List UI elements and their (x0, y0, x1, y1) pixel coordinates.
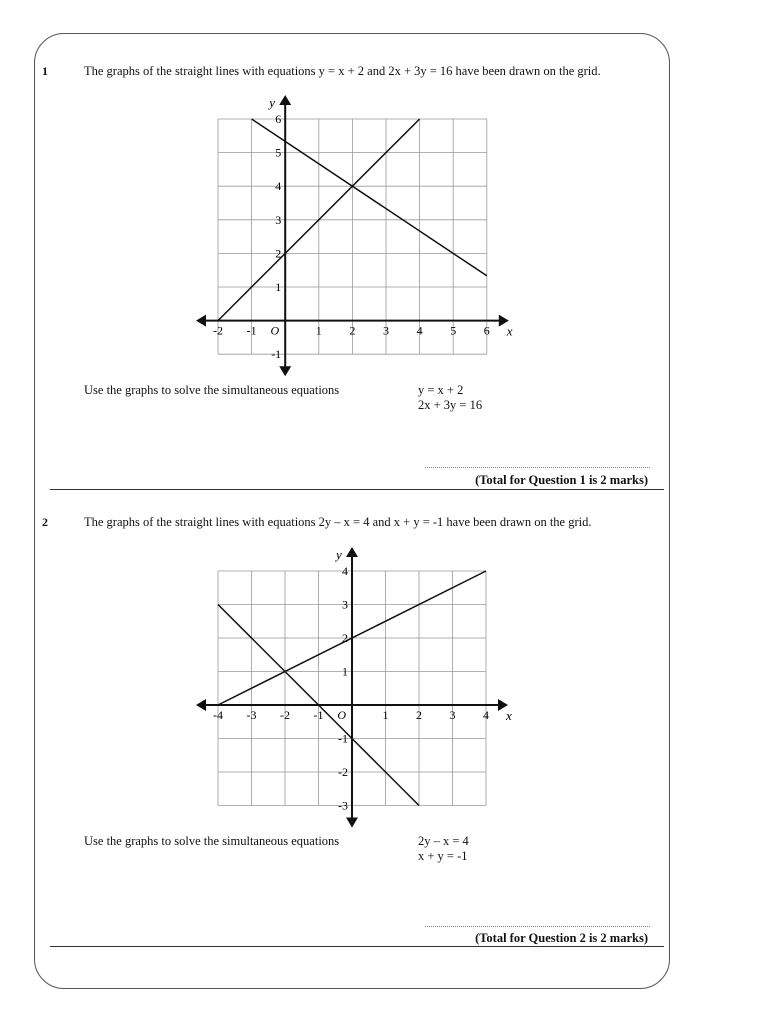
y-axis-arrow-down (279, 366, 291, 376)
question-2-equation-2: x + y = -1 (418, 849, 468, 863)
y-tick-label: 4 (342, 564, 348, 578)
answer-line-2 (425, 926, 650, 927)
y-tick-label: 3 (275, 212, 282, 227)
x-axis-label: x (506, 708, 512, 723)
y-tick-label: -1 (338, 731, 348, 746)
question-2-total: (Total for Question 2 is 2 marks) (475, 931, 648, 945)
y-tick-label: -3 (338, 798, 348, 813)
x-tick-label: -1 (246, 323, 257, 338)
question-1-number: 1 (42, 64, 48, 78)
y-axis-arrow-down (346, 818, 358, 828)
question-1-divider (50, 489, 664, 490)
x-axis-arrow-left (196, 699, 206, 711)
question-2-equation-1: 2y – x = 4 (418, 834, 469, 848)
question-1-instruction: Use the graphs to solve the simultaneous equations (84, 383, 340, 397)
x-tick-label: 5 (450, 323, 457, 338)
y-tick-label: 5 (275, 145, 282, 160)
y-axis-label: y (269, 95, 275, 110)
x-tick-label: -3 (246, 708, 257, 722)
y-axis-arrow-up (346, 547, 358, 557)
answer-line-1 (425, 467, 650, 468)
x-tick-label: -1 (313, 708, 324, 722)
question-2-text: The graphs of the straight lines with equations 2y – x = 4 and x + y = -1 have been drawn on the grid. (84, 515, 592, 529)
x-tick-label: 2 (349, 323, 356, 338)
y-axis-arrow-up (279, 95, 291, 105)
x-tick-label: 3 (383, 323, 389, 338)
y-tick-label: 2 (275, 246, 282, 261)
y-tick-label: -1 (271, 347, 282, 362)
question-1-equation-1: y = x + 2 (418, 383, 464, 397)
y-tick-label: 2 (342, 631, 348, 645)
x-tick-label: 3 (449, 708, 456, 722)
question-2-equations (418, 834, 469, 864)
question-2-divider (50, 946, 664, 947)
x-tick-label: 4 (483, 708, 489, 722)
y-tick-label: -2 (338, 765, 348, 779)
y-tick-label: 6 (275, 112, 282, 126)
origin-label: O (337, 708, 346, 722)
x-axis-arrow-left (196, 315, 206, 327)
question-1-text: The graphs of the straight lines with equations y = x + 2 and 2x + 3y = 16 have been drawn on the grid. (84, 64, 601, 78)
question-2-instruction: Use the graphs to solve the simultaneous equations (84, 834, 340, 848)
question-2-number: 2 (42, 515, 48, 529)
question-1-equations (418, 383, 482, 413)
y-tick-label: 1 (275, 280, 282, 294)
question-2-graph (190, 540, 520, 832)
question-1-equation-2: 2x + 3y = 16 (418, 398, 483, 412)
x-tick-label: 2 (416, 708, 422, 722)
question-1-graph (190, 88, 520, 388)
x-axis-label: x (506, 323, 513, 339)
x-tick-label: 1 (382, 708, 389, 722)
x-tick-label: 6 (483, 323, 490, 338)
y-tick-label: 1 (342, 664, 348, 679)
x-tick-label: -2 (213, 323, 223, 338)
question-1-total: (Total for Question 1 is 2 marks) (475, 473, 648, 487)
y-tick-label: 4 (275, 179, 282, 194)
x-tick-label: 4 (416, 323, 423, 338)
x-tick-label: -4 (213, 708, 223, 722)
y-tick-label: 3 (342, 597, 348, 612)
y-axis-label: y (336, 547, 342, 562)
origin-label: O (270, 323, 280, 338)
x-tick-label: 1 (315, 323, 322, 338)
x-tick-label: -2 (280, 708, 290, 722)
